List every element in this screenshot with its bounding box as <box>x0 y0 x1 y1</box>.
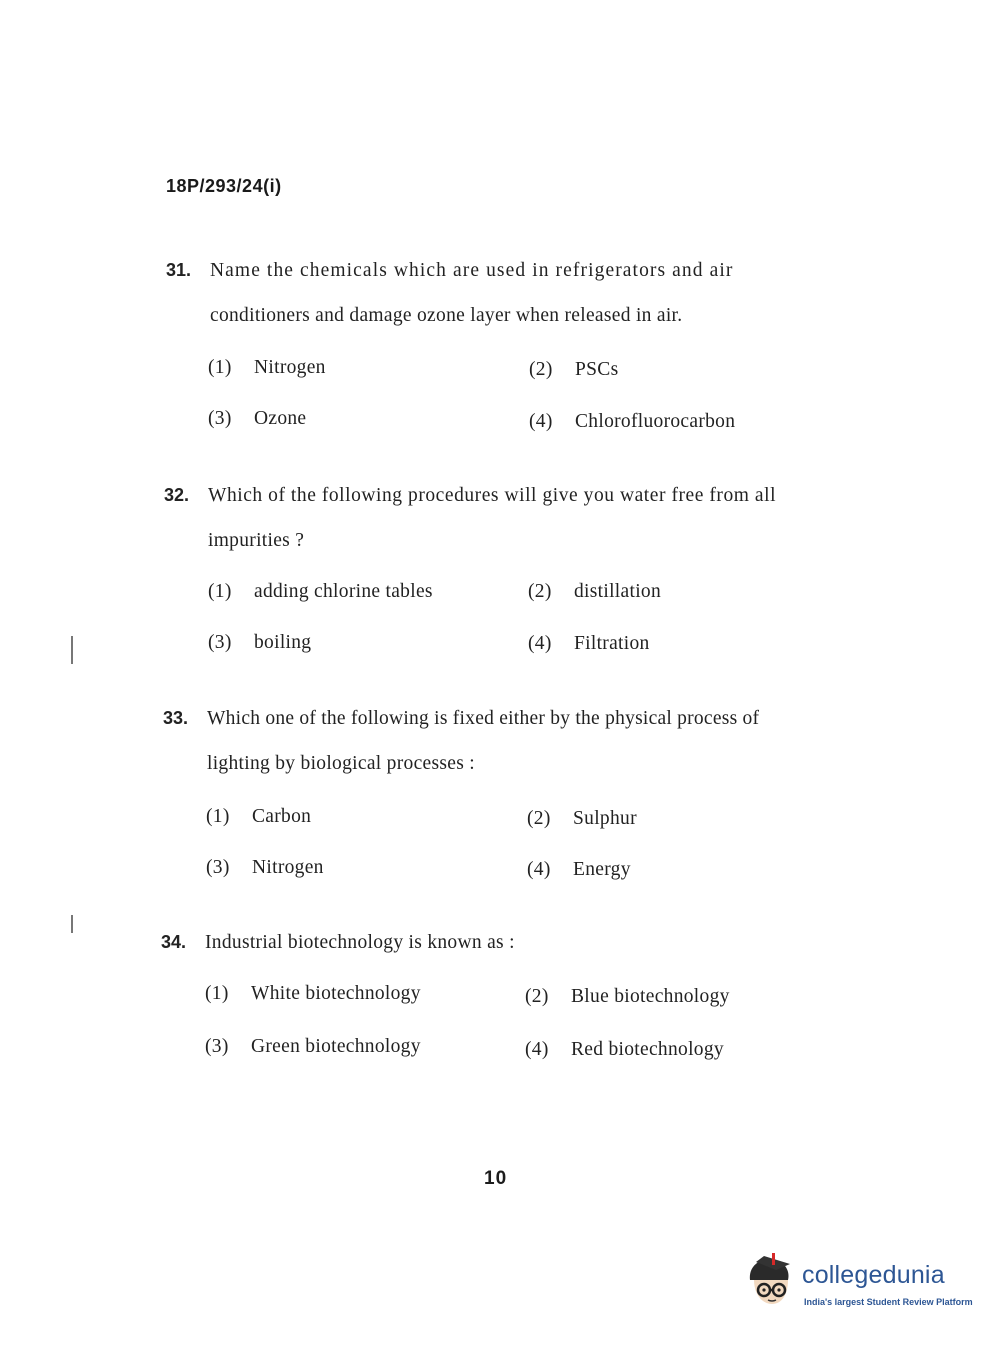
option-31-3 <box>208 408 306 430</box>
option-32-4 <box>528 633 650 655</box>
option-text: Nitrogen <box>254 357 326 378</box>
option-text: Blue biotechnology <box>571 986 730 1007</box>
option-number: (3) <box>208 632 232 653</box>
option-34-1 <box>205 983 421 1005</box>
option-text: Sulphur <box>573 808 637 829</box>
question-text-line-2: conditioners and damage ozone layer when released in air. <box>210 305 683 326</box>
question-text-line-1: Which of the following procedures will give you water free from all <box>208 485 777 506</box>
question-text-line-2: impurities ? <box>208 530 305 551</box>
option-32-2 <box>528 581 661 603</box>
option-33-1 <box>206 806 311 828</box>
option-34-2 <box>525 986 730 1008</box>
question-number: 33. <box>163 708 189 728</box>
option-text: Filtration <box>574 633 650 654</box>
option-number: (2) <box>528 581 552 602</box>
margin-mark <box>71 915 73 933</box>
mascot-icon <box>742 1250 800 1312</box>
option-text: PSCs <box>575 359 619 380</box>
option-34-4 <box>525 1039 724 1061</box>
option-number: (1) <box>205 983 229 1004</box>
margin-mark <box>71 636 73 664</box>
option-text: Red biotechnology <box>571 1039 724 1060</box>
question-number: 34. <box>161 932 187 952</box>
option-number: (4) <box>527 859 551 880</box>
question-text-line-2: lighting by biological processes : <box>207 753 475 774</box>
option-text: White biotechnology <box>251 983 421 1004</box>
question-number: 31. <box>166 260 192 280</box>
option-32-3 <box>208 632 311 654</box>
option-number: (4) <box>525 1039 549 1060</box>
option-33-2 <box>527 808 637 830</box>
option-32-1 <box>208 581 433 603</box>
option-number: (2) <box>527 808 551 829</box>
option-text: Nitrogen <box>252 857 324 878</box>
option-text: adding chlorine tables <box>254 581 433 602</box>
option-number: (3) <box>208 408 232 429</box>
option-text: Chlorofluorocarbon <box>575 411 736 432</box>
option-number: (3) <box>205 1036 229 1057</box>
question-text-line-1: Name the chemicals which are used in refrigerators and air <box>210 260 734 281</box>
option-text: Carbon <box>252 806 312 827</box>
option-31-1 <box>208 357 326 379</box>
brand-name: collegedunia <box>802 1261 945 1289</box>
option-number: (2) <box>525 986 549 1007</box>
paper-code: 18P/293/24(i) <box>166 176 282 196</box>
option-text: Green biotechnology <box>251 1036 421 1057</box>
option-number: (2) <box>529 359 553 380</box>
option-number: (1) <box>206 806 230 827</box>
option-text: distillation <box>574 581 662 602</box>
option-34-3 <box>205 1036 421 1058</box>
option-33-3 <box>206 857 324 879</box>
question-number: 32. <box>164 485 190 505</box>
option-33-4 <box>527 859 631 881</box>
option-number: (4) <box>528 633 552 654</box>
question-text-line-1: Industrial biotechnology is known as : <box>205 932 515 953</box>
page-number: 10 <box>484 1168 508 1189</box>
option-number: (1) <box>208 357 232 378</box>
collegedunia-logo <box>742 1250 973 1320</box>
option-number: (3) <box>206 857 230 878</box>
option-31-4 <box>529 411 735 433</box>
option-text: boiling <box>254 632 312 653</box>
question-text-line-1: Which one of the following is fixed either by the physical process of <box>207 708 760 729</box>
brand-tagline: India's largest Student Review Platform <box>804 1297 973 1307</box>
option-31-2 <box>529 359 619 381</box>
option-text: Energy <box>573 859 631 880</box>
option-text: Ozone <box>254 408 307 429</box>
option-number: (1) <box>208 581 232 602</box>
option-number: (4) <box>529 411 553 432</box>
